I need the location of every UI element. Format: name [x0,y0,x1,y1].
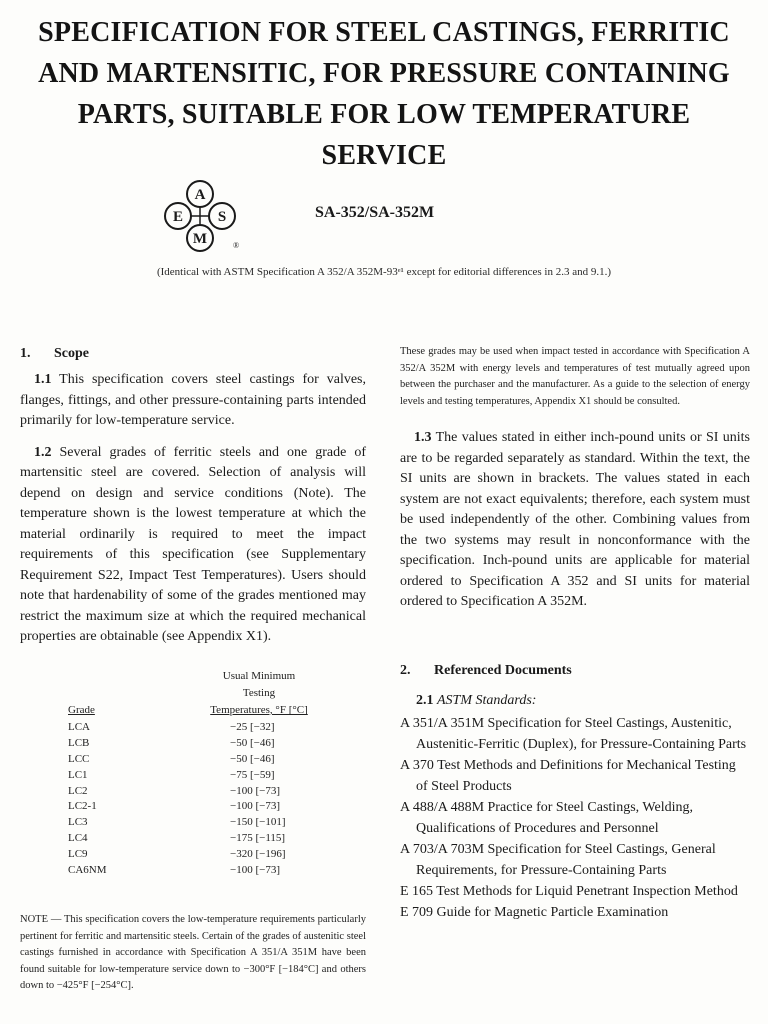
document-title [20,12,748,176]
paragraph-text: The values stated in either inch-pound units or SI units are to be regarded separately as standard. Within the text, the SI units are shown in brackets. The values stated in each system are not exact equivalents; therefore, each system must be used independently of the other. Combining values from the two systems may result in nonconformance with the specification. Inch-pound units are applicable for material ordered to Specification A 352 and SI units for material ordered to Specification A 352M. [400,430,751,609]
logo-letter: E [172,209,184,225]
grade-cell: LC1 [68,768,88,781]
paragraph-number: 1.2 [34,444,52,460]
grade-cell: LC4 [68,832,88,845]
grade-temperature-table [68,668,338,879]
grade-cell: LC9 [68,848,88,861]
reference-item: A 370 Test Methods and Definitions for Mechanical Testing of Steel Products [400,757,736,794]
reference-item: A 488/A 488M Practice for Steel Castings, Welding, Qualifications of Procedures and Personnel [400,799,693,836]
title-line: SPECIFICATION FOR STEEL CASTINGS, FERRITIC [38,17,730,48]
table-row [68,784,338,800]
table-row [68,847,338,863]
reference-item: E 165 Test Methods for Liquid Penetrant Inspection Method [400,883,738,899]
temperature-cell: −100 [−73] [230,800,280,813]
reference-item: E 709 Guide for Magnetic Particle Examination [400,904,669,920]
asme-logo [160,178,240,254]
title-line: AND MARTENSITIC, FOR PRESSURE CONTAINING [38,58,730,89]
section-title: Referenced Documents [434,662,572,678]
table-row [68,752,338,768]
temperature-cell: −50 [−46] [230,752,275,765]
left-column [20,344,366,648]
table-row [68,863,338,879]
column-header-grade: Grade [68,704,95,716]
note-text: NOTE — This specification covers the low-temperature requirements particularly pertinent for ferritic and martensitic steels. Certain of the grades of austenitic steel castings furnished in accordance with Specification A 351/A 351M have been found suitable for low-temperature service down to −300°F [−184°C] and others down to −425°F [−254°C]. [20,914,366,992]
spec-number: SA-352/SA-352M [315,204,435,221]
reference-list [400,713,750,923]
paragraph-number: 1.3 [414,430,432,445]
grade-cell: LCC [68,752,90,765]
grade-cell: LCB [68,736,90,749]
temperature-cell: −75 [−59] [230,768,275,781]
paragraph-1-2 [20,443,366,648]
grade-cell: LC2 [68,784,88,797]
table-row [68,768,338,784]
column-header-temperature [200,668,318,719]
paragraph-1-3 [400,428,750,613]
right-column [400,344,750,923]
header-line: Usual Minimum [222,670,296,682]
table-row [68,799,338,815]
grade-cell: CA6NM [68,864,107,877]
subsection-title: ASTM Standards: [437,692,537,708]
grade-cell: LCA [68,721,90,733]
paragraph-text: This specification covers steel castings for valves, flanges, fittings, and other pressure-containing parts intended primarily for low-temperature service. [20,372,366,428]
identical-note: (Identical with ASTM Specification A 352/A 352M-93ᵉ¹ except for editorial differences in 2.3 and 9.1.) [156,266,612,278]
grade-cell: LC2-1 [68,800,97,813]
paragraph-1-1 [20,370,366,432]
table-body [68,720,338,879]
temperature-cell: −50 [−46] [230,736,275,749]
reference-item: A 703/A 703M Specification for Steel Castings, General Requirements, for Pressure-Containing Parts [400,841,716,878]
table-header [68,668,338,720]
subsection-heading [400,691,750,711]
section-heading-scope [20,344,366,364]
table-row [68,736,338,752]
paragraph-number: 1.1 [34,372,52,387]
logo-letter: A [194,187,206,203]
temperature-cell: −320 [−196] [230,848,286,861]
logo-letter: M [192,231,208,247]
subsection-number: 2.1 [416,692,434,708]
section-number: 2. [400,662,411,678]
header-line: Temperatures, °F [°C] [210,704,308,716]
section-title: Scope [54,346,89,361]
temperature-cell: −25 [−32] [230,721,275,733]
title-line: SERVICE [321,140,447,171]
temperature-cell: −150 [−101] [230,816,286,829]
paragraph-text: Several grades of ferritic steels and one grade of martensitic steel are covered. Selection of analysis will depend on design and service conditions (Note). The temperature shown is the lowest temperature at which the material ordinarily is required to meet the impact requirements of this specification (see Supplementary Requirement S22, Impact Test Temperatures). Users should note that hardenability of some of the grades mentioned may restrict the maximum size at which the required mechanical properties are obtainable (see Appendix X1). [20,444,367,644]
table-row [68,831,338,847]
title-line: PARTS, SUITABLE FOR LOW TEMPERATURE [77,99,691,130]
registered-mark: ® [233,241,240,250]
table-row [68,815,338,831]
header-line: Testing [242,687,276,699]
reference-item: A 351/A 351M Specification for Steel Castings, Austenitic, Austenitic-Ferritic (Duplex), for Pressure-Containing Parts [400,715,747,752]
continuation-text: These grades may be used when impact tested in accordance with Specification A 352/A 352M with energy levels and temperatures of test mutually agreed upon between the purchaser and the manufacturer. As a guide to the selection of energy levels and testing temperatures, Appendix X1 should be consulted. [400,346,750,407]
logo-letter: S [217,209,227,225]
temperature-cell: −175 [−115] [230,832,286,845]
section-heading-references [400,661,750,681]
temperature-cell: −100 [−73] [230,784,280,797]
asme-logo-icon [160,178,240,254]
section-number: 1. [20,346,31,361]
table-row [68,720,338,736]
grade-cell: LC3 [68,816,88,829]
temperature-cell: −100 [−73] [230,864,280,877]
